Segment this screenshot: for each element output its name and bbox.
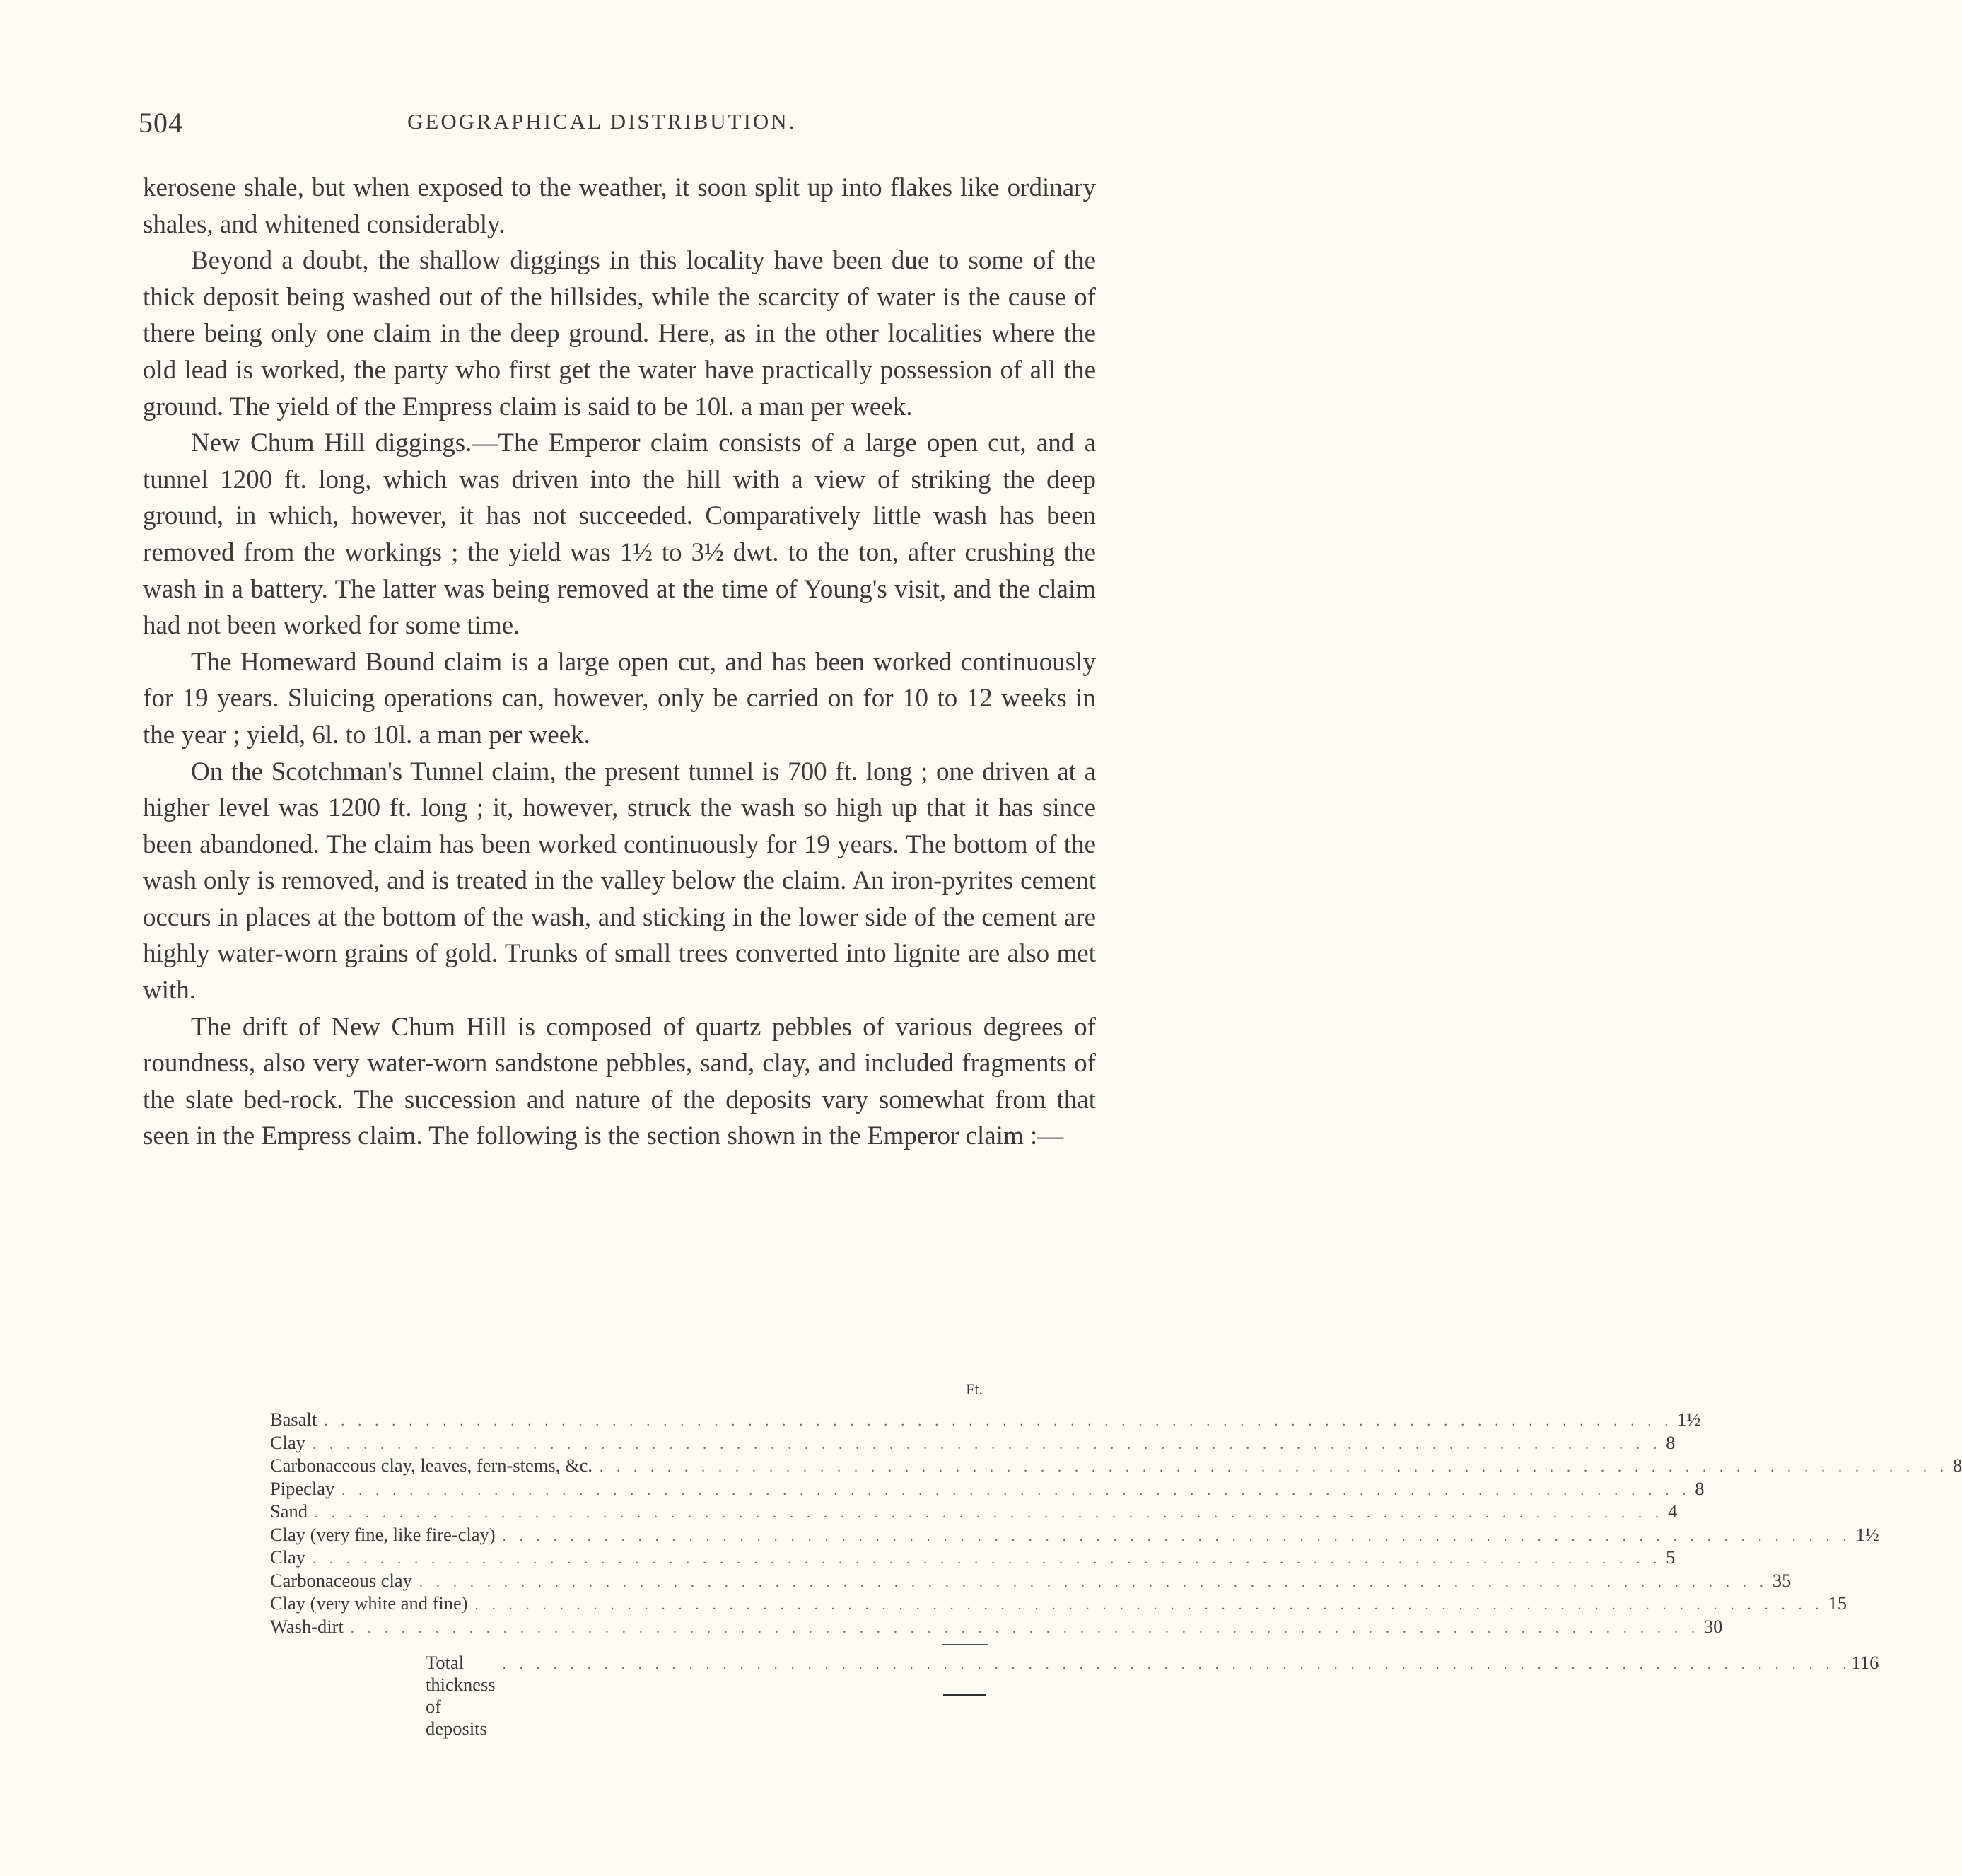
dot-leader: . . . . . . . . . . . . . . . . . . . . . . . . . . . . . . . . . . . . . . . . . . . . . . . . . . . . . . . . . . . . . . . . . . . . . . . . . . . . . . . . [419, 1574, 1768, 1590]
layer-name: Wash-dirt [270, 1615, 344, 1637]
unit-header: Ft. [966, 1380, 983, 1398]
dot-leader: . . . . . . . . . . . . . . . . . . . . . . . . . . . . . . . . . . . . . . . . . . . . . . . . . . . . . . . . . . . . . . . . . . . . . . . . . . . . . . . . [474, 1597, 1824, 1613]
layer-name: Carbonaceous clay, leaves, fern-stems, &c. [270, 1455, 592, 1476]
layer-name: Clay (very fine, like fire-clay) [270, 1523, 496, 1545]
sum-rule [942, 1644, 988, 1645]
layer-thickness: 1½ [1855, 1523, 1879, 1545]
body-text [143, 170, 1096, 1155]
table-row [270, 1477, 1705, 1501]
layer-name: Clay [270, 1431, 306, 1453]
table-row [270, 1501, 1678, 1524]
section-rows [270, 1409, 1962, 1638]
dot-leader: . . . . . . . . . . . . . . . . . . . . . . . . . . . . . . . . . . . . . . . . . . . . . . . . . . . . . . . . . . . . . . . . . . . . . . . . . . . . . . . . [313, 1436, 1662, 1452]
paragraph: The Homeward Bound claim is a large open cut, and has been worked continuously for 19 years. Sluicing operations can, however, only be carried on for 10 to 12 weeks in the year ; yield, 6l. to 10l. a man per week. [143, 647, 1096, 750]
table-row [270, 1455, 1962, 1478]
layer-thickness: 8 [1952, 1455, 1962, 1476]
total-row [426, 1652, 1879, 1740]
table-row [270, 1592, 1847, 1616]
total-label: Total thickness of deposits [426, 1652, 496, 1739]
layer-name: Clay (very white and fine) [270, 1592, 468, 1614]
layer-thickness: 35 [1772, 1569, 1792, 1591]
dot-leader: . . . . . . . . . . . . . . . . . . . . . . . . . . . . . . . . . . . . . . . . . . . . . . . . . . . . . . . . . . . . . . . . . . . . . . . . . . . . . . . . [313, 1551, 1662, 1567]
paragraph-continuation: kerosene shale, but when exposed to the weather, it soon split up into flakes like ordinary shales, and whitened considerably. [143, 173, 1096, 239]
running-head: GEOGRAPHICAL DISTRIBUTION. [407, 109, 797, 134]
layer-thickness: 4 [1668, 1501, 1678, 1522]
dot-leader: . . . . . . . . . . . . . . . . . . . . . . . . . . . . . . . . . . . . . . . . . . . . . . . . . . . . . . . . . . . . . . . . . . . . . . . . . . . . . . . . [502, 1528, 1852, 1544]
layer-thickness: 8 [1695, 1477, 1705, 1499]
end-rule [943, 1694, 986, 1696]
dot-leader: . . . . . . . . . . . . . . . . . . . . . . . . . . . . . . . . . . . . . . . . . . . . . . . . . . . . . . . . . . . . . . . . . . . . . . . . . . . . . . . . [315, 1505, 1664, 1521]
table-row [270, 1431, 1676, 1455]
layer-thickness: 1½ [1677, 1409, 1701, 1430]
paragraph: On the Scotchman's Tunnel claim, the present tunnel is 700 ft. long ; one driven at a higher level was 1200 ft. long ; it, however, struck the wash so high up that it has since been abandoned. The claim has been worked continuously for 19 years. The bottom of the wash only is removed, and is treated in the valley below the claim. An iron-pyrites cement occurs in places at the bottom of the wash, and sticking in the lower side of the cement are highly water-worn grains of gold. Trunks of small trees converted into lignite are also met with. [143, 757, 1096, 1006]
dot-leader: . . . . . . . . . . . . . . . . . . . . . . . . . . . . . . . . . . . . . . . . . . . . . . . . . . . . . . . . . . . . . . . . . . . . . . . . . . . . . . . . [341, 1482, 1691, 1498]
layer-name: Sand [270, 1501, 308, 1522]
layer-name: Clay [270, 1546, 306, 1568]
paragraph: Beyond a doubt, the shallow diggings in this locality have been due to some of the thick deposit being washed out of the hillsides, while the scarcity of water is the cause of there being only one claim in the deep ground. Here, as in the other localities where the old lead is worked, the party who first get the water have practically possession of all the ground. The yield of the Empress claim is said to be 10l. a man per week. [143, 246, 1096, 421]
paragraph: New Chum Hill diggings.—The Emperor claim consists of a large open cut, and a tunnel 1200 ft. long, which was driven into the hill with a view of striking the deep ground, in which, however, it has not succeeded. Comparatively little wash has been removed from the workings ; the yield was 1½ to 3½ dwt. to the ton, after crushing the wash in a battery. The latter was being removed at the time of Young's visit, and the claim had not been worked for some time. [143, 429, 1096, 641]
layer-name: Carbonaceous clay [270, 1569, 412, 1591]
layer-thickness: 30 [1703, 1615, 1723, 1637]
paragraph: The drift of New Chum Hill is composed of quartz pebbles of various degrees of roundness, also very water-worn sandstone pebbles, sand, clay, and included fragments of the slate bed-rock. The succession and nature of the deposits vary somewhat from that seen in the Empress claim. The following is the section shown in the Emperor claim :— [143, 1012, 1096, 1151]
table-row [270, 1569, 1792, 1593]
dot-leader: . . . . . . . . . . . . . . . . . . . . . . . . . . . . . . . . . . . . . . . . . . . . . . . . . . . . . . . . . . . . . . . . . . . . . . . . . . . . . . . . [350, 1620, 1700, 1636]
page-number: 504 [139, 107, 183, 139]
layer-name: Pipeclay [270, 1477, 335, 1499]
layer-thickness: 8 [1666, 1431, 1676, 1453]
layer-thickness: 15 [1828, 1592, 1847, 1614]
dot-leader: . . . . . . . . . . . . . . . . . . . . . . . . . . . . . . . . . . . . . . . . . . . . . . . . . . . . . . . . . . . . . . . . . . . . . . . . . . . . . . . . [502, 1657, 1852, 1672]
layer-name: Basalt [270, 1409, 317, 1430]
layer-thickness: 5 [1666, 1546, 1676, 1568]
table-row [270, 1409, 1701, 1432]
page-header [139, 106, 981, 141]
dot-leader: . . . . . . . . . . . . . . . . . . . . . . . . . . . . . . . . . . . . . . . . . . . . . . . . . . . . . . . . . . . . . . . . . . . . . . . . . . . . . . . . [324, 1414, 1674, 1429]
total-value: 116 [1851, 1652, 1879, 1673]
table-row [270, 1615, 1723, 1639]
dot-leader: . . . . . . . . . . . . . . . . . . . . . . . . . . . . . . . . . . . . . . . . . . . . . . . . . . . . . . . . . . . . . . . . . . . . . . . . . . . . . . . . [599, 1460, 1949, 1475]
table-row [270, 1546, 1676, 1570]
table-row [270, 1523, 1879, 1547]
